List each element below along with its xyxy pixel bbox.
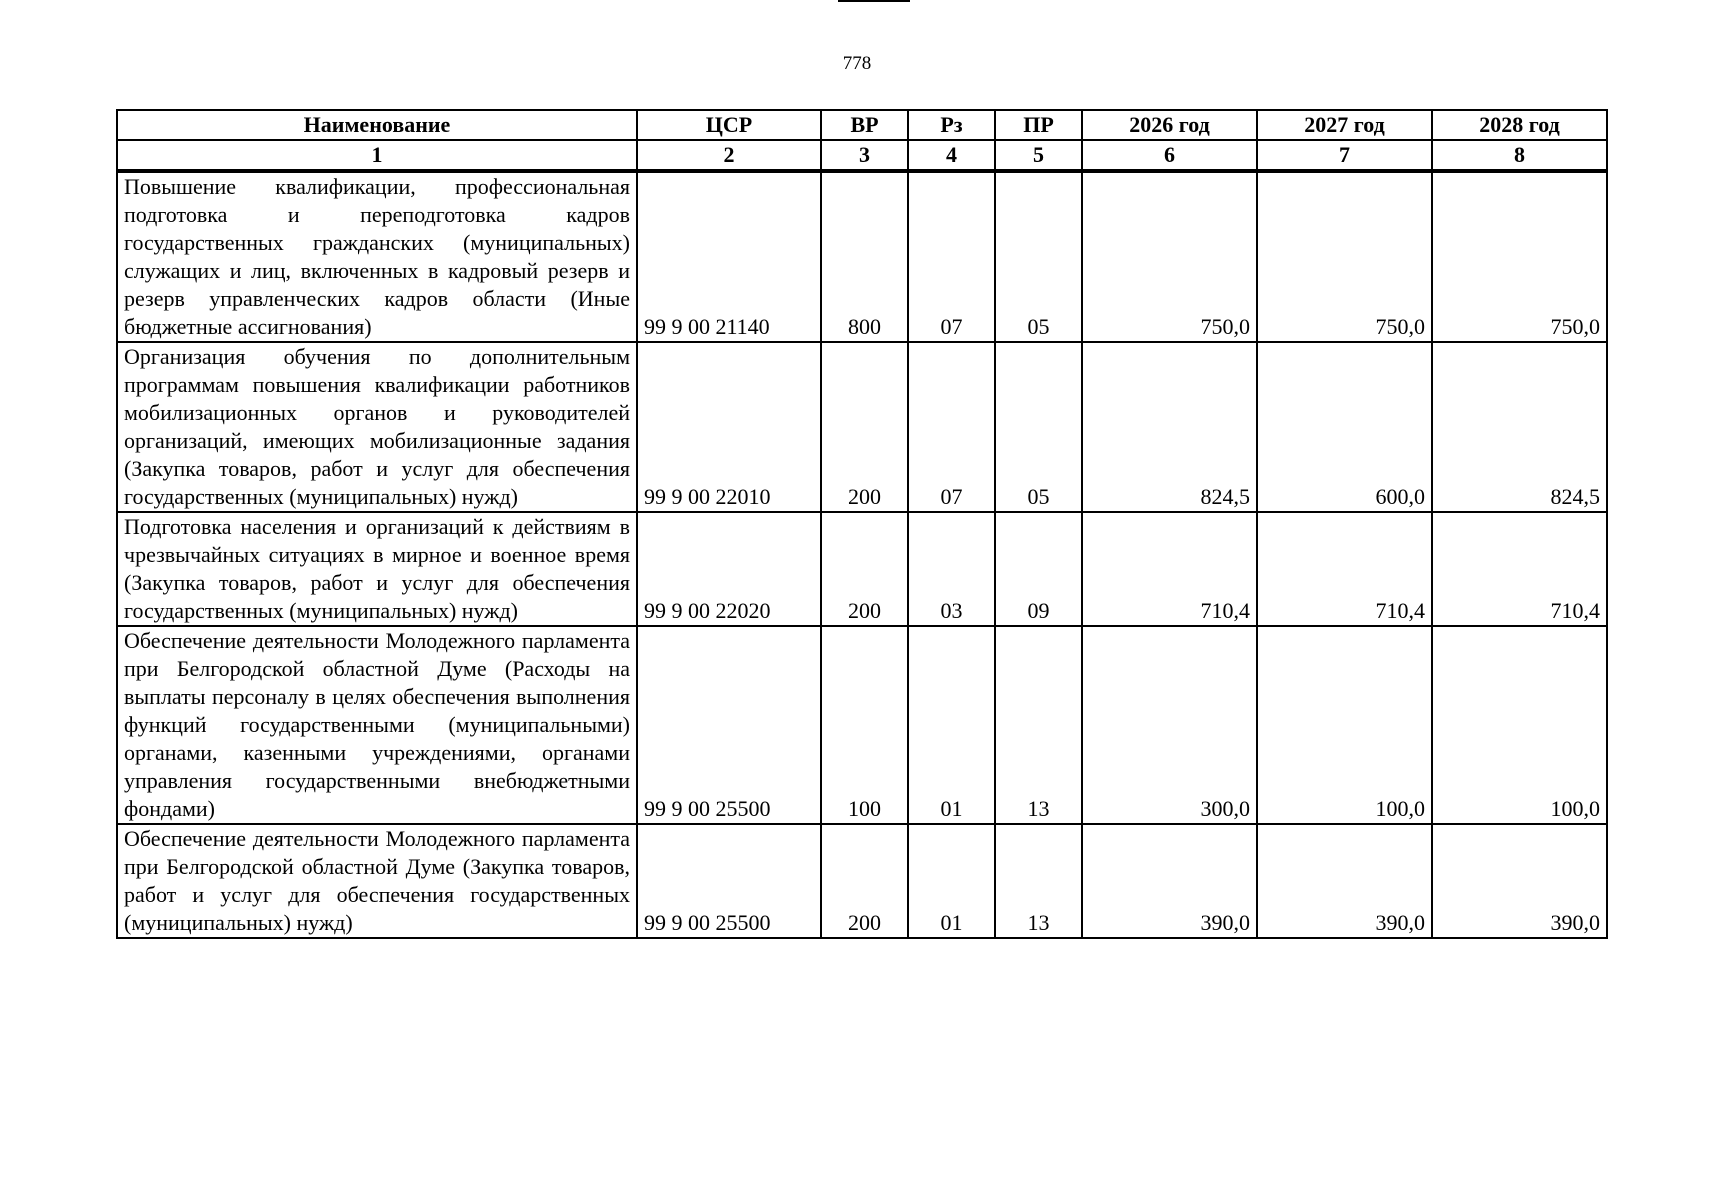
row-2028: 824,5 bbox=[1432, 342, 1607, 512]
row-name: Подготовка населения и организаций к действиям в чрезвычайных ситуациях в мирное и военное время (Закупка товаров, работ и услуг для обеспечения государственных (муниципальных) нужд) bbox=[117, 512, 637, 626]
header-rz: Рз bbox=[908, 110, 995, 140]
header-2027: 2027 год bbox=[1257, 110, 1432, 140]
row-2027: 390,0 bbox=[1257, 824, 1432, 938]
header-row bbox=[117, 110, 1607, 140]
row-2028: 750,0 bbox=[1432, 171, 1607, 342]
header-name: Наименование bbox=[117, 110, 637, 140]
row-pr: 05 bbox=[995, 171, 1082, 342]
row-name: Обеспечение деятельности Молодежного парламента при Белгородской областной Думе (Закупка товаров, работ и услуг для обеспечения государственных (муниципальных) нужд) bbox=[117, 824, 637, 938]
row-rz: 07 bbox=[908, 171, 995, 342]
table-row bbox=[117, 824, 1607, 938]
row-2027: 100,0 bbox=[1257, 626, 1432, 824]
table-row bbox=[117, 171, 1607, 342]
page-number: 778 bbox=[842, 53, 872, 74]
row-2026: 710,4 bbox=[1082, 512, 1257, 626]
column-number: 7 bbox=[1257, 140, 1432, 171]
column-number: 1 bbox=[117, 140, 637, 171]
row-pr: 05 bbox=[995, 342, 1082, 512]
column-number: 2 bbox=[637, 140, 821, 171]
row-csr: 99 9 00 25500 bbox=[637, 824, 821, 938]
row-vr: 200 bbox=[821, 824, 908, 938]
column-number: 6 bbox=[1082, 140, 1257, 171]
row-2027: 600,0 bbox=[1257, 342, 1432, 512]
row-rz: 07 bbox=[908, 342, 995, 512]
row-pr: 13 bbox=[995, 626, 1082, 824]
row-vr: 200 bbox=[821, 512, 908, 626]
row-pr: 13 bbox=[995, 824, 1082, 938]
header-csr: ЦСР bbox=[637, 110, 821, 140]
header-2028: 2028 год bbox=[1432, 110, 1607, 140]
row-pr: 09 bbox=[995, 512, 1082, 626]
column-number: 5 bbox=[995, 140, 1082, 171]
column-number-row bbox=[117, 140, 1607, 171]
table-row bbox=[117, 342, 1607, 512]
header-2026: 2026 год bbox=[1082, 110, 1257, 140]
row-2028: 390,0 bbox=[1432, 824, 1607, 938]
row-vr: 100 bbox=[821, 626, 908, 824]
row-csr: 99 9 00 22020 bbox=[637, 512, 821, 626]
column-number: 8 bbox=[1432, 140, 1607, 171]
row-rz: 03 bbox=[908, 512, 995, 626]
row-name: Обеспечение деятельности Молодежного парламента при Белгородской областной Думе (Расходы на выплаты персоналу в целях обеспечения выполнения функций государственными (муниципальными) органами, казенными учреждениями, органами управления государственными внебюджетными фондами) bbox=[117, 626, 637, 824]
row-2026: 750,0 bbox=[1082, 171, 1257, 342]
column-number: 4 bbox=[908, 140, 995, 171]
row-rz: 01 bbox=[908, 626, 995, 824]
row-csr: 99 9 00 21140 bbox=[637, 171, 821, 342]
row-2026: 390,0 bbox=[1082, 824, 1257, 938]
row-csr: 99 9 00 22010 bbox=[637, 342, 821, 512]
row-2026: 300,0 bbox=[1082, 626, 1257, 824]
row-vr: 200 bbox=[821, 342, 908, 512]
table-row bbox=[117, 512, 1607, 626]
row-name: Повышение квалификации, профессиональная подготовка и переподготовка кадров государственных гражданских (муниципальных) служащих и лиц, включенных в кадровый резерв и резерв управленческих кадров области (Иные бюджетные ассигнования) bbox=[117, 171, 637, 342]
row-2027: 710,4 bbox=[1257, 512, 1432, 626]
table-row bbox=[117, 626, 1607, 824]
row-vr: 800 bbox=[821, 171, 908, 342]
row-2027: 750,0 bbox=[1257, 171, 1432, 342]
row-2028: 710,4 bbox=[1432, 512, 1607, 626]
header-vr: ВР bbox=[821, 110, 908, 140]
row-name: Организация обучения по дополнительным программам повышения квалификации работников мобилизационных органов и руководителей организаций, имеющих мобилизационные задания (Закупка товаров, работ и услуг для обеспечения государственных (муниципальных) нужд) bbox=[117, 342, 637, 512]
header-pr: ПР bbox=[995, 110, 1082, 140]
budget-table bbox=[116, 109, 1608, 939]
row-2028: 100,0 bbox=[1432, 626, 1607, 824]
row-rz: 01 bbox=[908, 824, 995, 938]
row-csr: 99 9 00 25500 bbox=[637, 626, 821, 824]
top-edge-mark bbox=[838, 0, 910, 2]
row-2026: 824,5 bbox=[1082, 342, 1257, 512]
column-number: 3 bbox=[821, 140, 908, 171]
